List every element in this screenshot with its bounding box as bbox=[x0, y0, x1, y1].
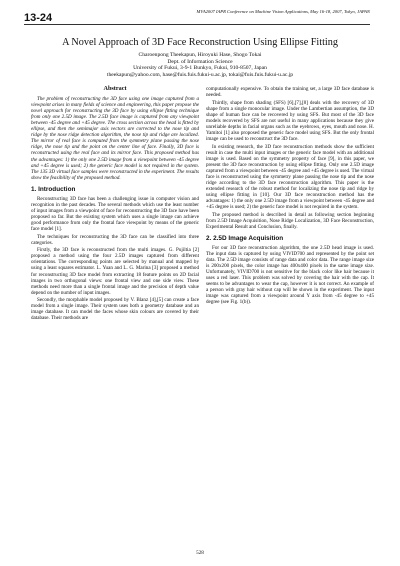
author-emails: theekapun@yahoo.com, hase@fuis.fuis.fukui-u.ac.jp, tokai@fuis.fuis.fukui-u.ac.jp bbox=[106, 71, 294, 78]
paragraph: Reconstructing 3D face has been a challenging issue in computer vision and recognition in the past decades. The several methods which use the least number of input images from a viewpoint of face for reconstructing the 3D face have been proposed so far. But the existing system which uses a single image can achieve good performance from only the frontal face viewpoint by means of the generic face model [1]. bbox=[31, 195, 199, 232]
paper-title: A Novel Approach of 3D Face Reconstruction Using Ellipse Fitting bbox=[62, 37, 338, 48]
abstract-text: The problem of reconstructing the 3D face using one image captured from a viewpoint arises in many fields of science and engineering, this paper propose the novel approach for reconstructing the 3D face by using ellipse fitting technique from only one 2.5D image. The 2.5D face image is captured from any viewpoint between -45 degree and +45 degree. The cross section across the head is fitted by ellipse, and then the semimajor axis vectors are corrected to the nose tip and ridge by the nose ridge detection algorithm, the nose tip and ridge are localized. The mirror of real face is computed from the symmetry plane passing the nose ridge, the nose tip and the point on the center line of face. Finally, 3D face is reconstructed using the real face and its mirror face. This proposed method has the advantages: 1) the only one 2.5D image from a viewpoint between -45 degree and +45 degree is used; 2) the generic face model is not required in the system. The 135 3D virtual face samples were reconstructed in the experiment. The results show the feasibility of the proposed method. bbox=[31, 96, 199, 181]
paragraph: computationally expensive. To obtain the training set, a large 3D face database is needed. bbox=[206, 86, 374, 99]
page-id: 13-24 bbox=[24, 12, 53, 24]
page-number: 528 bbox=[196, 550, 204, 556]
paragraph: For our 3D face reconstruction algorithm, the one 2.5D head image is used. The input data is captured by using VIVID700 and represented by the point set data. The 2.5D image consists of range data and color data. The range image size is 200x200 pixels, the color image has 400x400 pixels in the same image size. Unfortunately, VIVID700 is not sensitive for the black color like hair because it uses a red laser. This problem was solved by covering the hair with the cap. It seems to be advantages to wear the cap, however it is not correct. An example of a person with gray hair without cap will be shown in the experiment. The input image was captured from a viewpoint around Y axis from -45 degree to +45 degree (see Fig. 1(b)). bbox=[206, 244, 374, 306]
abstract-heading: Abstract bbox=[103, 85, 127, 92]
right-column bbox=[206, 86, 374, 307]
section-heading-introduction: 1. Introduction bbox=[31, 185, 76, 193]
paragraph: Firstly, the 3D face is reconstructed from the multi images. G. Pujiltia [2] proposed a method using the four 2.5D images captured from different orientations. The corresponding points are selected by manual and mapped by using a least squares estimator. L. Yuan and L. G. Marina [3] proposed a method for reconstructing 3D face model from extracting 18 feature points on 2D facial images in two orthogonal views: one frontal view and one side view. These methods need more than a single frontal image and the precision of depth value depend on the number of input images. bbox=[31, 247, 199, 296]
author-names: Charoenpong Theekapun, Hiroyuki Hase, Shogo Tokai bbox=[138, 52, 262, 58]
author-block bbox=[0, 52, 400, 78]
conference-line: MVA2007 IAPR Conference on Machine Vision Applications, May 16-18, 2007, Tokyo, JAPAN bbox=[196, 9, 370, 14]
left-column bbox=[31, 86, 199, 323]
paragraph: The proposed method is described in detail as following section beginning from 2.5D Image Acquisition, Nose Ridge Localization, 3D Face Reconstruction, Experimental Result and Conclusion, finally. bbox=[206, 211, 374, 230]
paragraph: Secondly, the morphable model proposed by V. Blanz [4],[5] can create a face model from a single image. Their system uses both a geometry database and an image database. It can model the faces whose skin colours are covered by their database. Their methods are bbox=[31, 297, 199, 322]
paragraph: The techniques for reconstructing the 3D face can be classified into three categories. bbox=[31, 233, 199, 246]
abstract bbox=[31, 96, 199, 181]
paragraph: In existing research, the 3D face reconstruction methods show the sufficient result in case the multi input images or the generic face model with an additional image is used. Based on the symmetry property of face [9], in this paper, we present the 3D face reconstruction by using ellipse fitting. Only one 2.5D image captured from a viewpoint between -45 degree and +45 degree is used. The virtual face is reconstructed using the symmetry plane passing the nose tip and the nose ridge according to the 3D face reconstruction algorithm. This paper is the extended research of the robust method for localizing the nose tip and ridge by using ellipse fitting in [10]. Our 3D face reconstruction method has the advantages: 1) the only one 2.5D image from a viewpoint between -45 degree and +45 degree is used; 2) the generic face model is not required in the system. bbox=[206, 143, 374, 211]
author-dept: Dept. of Information Science bbox=[167, 58, 233, 65]
section-heading-image-acquisition: 2. 2.5D Image Acquisition bbox=[206, 234, 284, 242]
author-university: University of Fukui, 3-9-1 Bunkyo, Fukui, 910-8507, Japan bbox=[133, 65, 267, 72]
header-rule bbox=[24, 24, 370, 25]
paragraph: Thirdly, shape from shading (SFS) [6],[7],[8] deals with the recovery of 3D shape from a single monocular image. Under the Lambertian assumption, the 3D shape of human face can be recovered by using SFS. But most of the 3D face models recovered by SFS are not useful in many applications because they give unreliable depths in facial organs such as the eyebrows, eyes, mouth and nose. H. Yamitoi [1] also proposed the generic face model using SFS. But the only frontal image can be used to reconstruct the 3D face. bbox=[206, 99, 374, 142]
